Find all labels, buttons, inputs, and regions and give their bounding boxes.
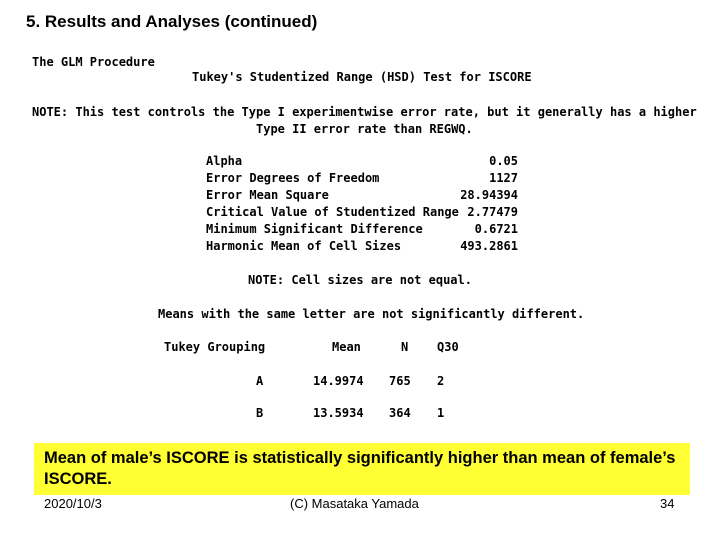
statistics-table xyxy=(206,153,518,255)
slide-title: 5. Results and Analyses (continued) xyxy=(26,12,318,31)
stat-row-msd xyxy=(206,221,518,238)
cell-size-note: NOTE: Cell sizes are not equal. xyxy=(248,273,472,287)
means-note: Means with the same letter are not significantly different. xyxy=(158,307,585,321)
stat-value: 1127 xyxy=(489,171,518,185)
footer-author: (C) Masataka Yamada xyxy=(290,496,419,511)
stat-row-alpha xyxy=(206,153,518,170)
stat-label: Error Mean Square xyxy=(206,188,329,202)
row-b-group: B xyxy=(256,406,264,420)
row-a-n: 765 xyxy=(389,374,411,388)
header-mean: Mean xyxy=(332,340,361,354)
test-title: Tukey's Studentized Range (HSD) Test for ISCORE xyxy=(192,70,532,84)
row-b-n: 364 xyxy=(389,406,411,420)
stat-row-error-ms xyxy=(206,187,518,204)
note-line-2: Type II error rate than REGWQ. xyxy=(256,122,473,136)
stat-label: Critical Value of Studentized Range xyxy=(206,205,459,219)
stat-value: 0.6721 xyxy=(474,222,518,236)
stat-row-critical-value xyxy=(206,204,518,221)
header-q30: Q30 xyxy=(437,340,459,354)
stat-value: 2.77479 xyxy=(467,205,518,219)
procedure-name: The GLM Procedure xyxy=(32,55,155,69)
stat-row-error-df xyxy=(206,170,518,187)
stat-value: 493.2861 xyxy=(460,239,518,253)
stat-label: Minimum Significant Difference xyxy=(206,222,423,236)
stat-value: 28.94394 xyxy=(460,188,518,202)
footer-page-number: 34 xyxy=(660,496,675,511)
footer-date: 2020/10/3 xyxy=(44,496,102,511)
row-b-q30: 1 xyxy=(437,406,445,420)
stat-value: 0.05 xyxy=(489,154,518,168)
stat-label: Alpha xyxy=(206,154,243,168)
stat-label: Error Degrees of Freedom xyxy=(206,171,380,185)
stat-label: Harmonic Mean of Cell Sizes xyxy=(206,239,402,253)
row-a-group: A xyxy=(256,374,264,388)
header-tukey-grouping: Tukey Grouping xyxy=(164,340,266,354)
row-a-mean: 14.9974 xyxy=(313,374,364,388)
stat-row-harmonic-mean xyxy=(206,238,518,255)
header-n: N xyxy=(401,340,409,354)
row-b-mean: 13.5934 xyxy=(313,406,364,420)
note-line-1: NOTE: This test controls the Type I experimentwise error rate, but it generally has a higher xyxy=(32,105,697,119)
conclusion-text: Mean of male’s ISCORE is statistically significantly higher than mean of female’s ISCORE. xyxy=(44,449,676,488)
row-a-q30: 2 xyxy=(437,374,445,388)
